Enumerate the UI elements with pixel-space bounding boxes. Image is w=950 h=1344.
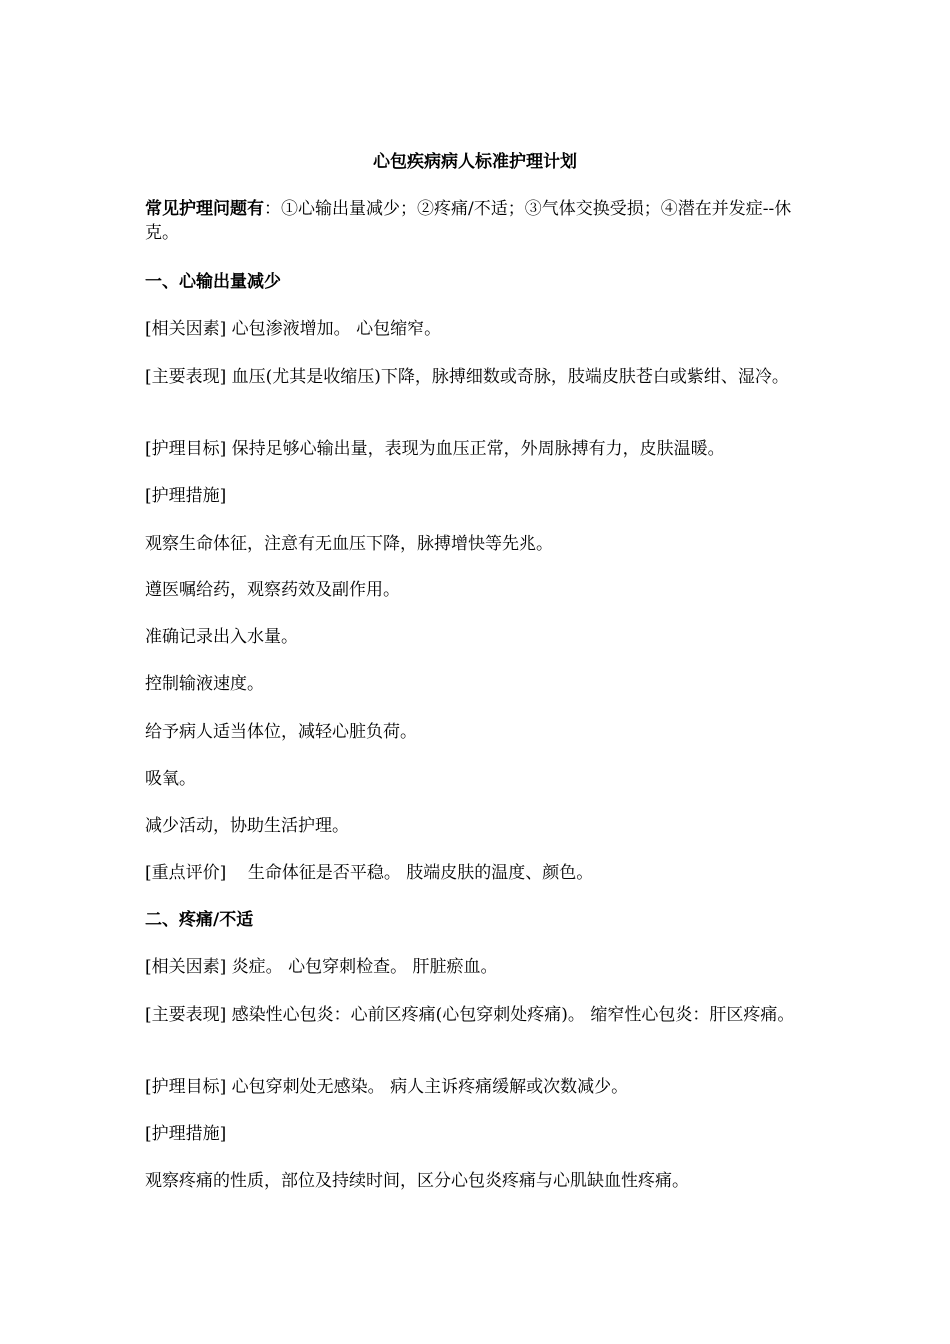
intro-paragraph bbox=[145, 197, 810, 245]
section-1-measure: 给予病人适当体位，减轻心脏负荷。 bbox=[145, 722, 417, 742]
section-1-related-factors: [相关因素] 心包渗液增加。 心包缩窄。 bbox=[145, 319, 442, 339]
section-1-evaluation: [重点评价] 生命体征是否平稳。 肢端皮肤的温度、颜色。 bbox=[145, 863, 594, 883]
section-2-measures-label: [护理措施] bbox=[145, 1124, 227, 1144]
section-1-heading: 一、心输出量减少 bbox=[145, 272, 281, 292]
section-1-measure: 遵医嘱给药，观察药效及副作用。 bbox=[145, 580, 400, 600]
section-1-measures-label: [护理措施] bbox=[145, 486, 227, 506]
section-1-manifestation: [主要表现] 血压(尤其是收缩压)下降，脉搏细数或奇脉，肢端皮肤苍白或紫绀、湿冷。 bbox=[145, 367, 789, 387]
intro-text: ：①心输出量减少；②疼痛/不适；③气体交换受损；④潜在并发症--休克。 bbox=[145, 199, 792, 243]
section-2-related-factors: [相关因素] 炎症。 心包穿刺检查。 肝脏瘀血。 bbox=[145, 957, 498, 977]
section-1-measure: 观察生命体征，注意有无血压下降，脉搏增快等先兆。 bbox=[145, 534, 553, 554]
document-title: 心包疾病病人标准护理计划 bbox=[373, 152, 577, 172]
intro-label: 常见护理问题有 bbox=[145, 199, 264, 219]
section-2-manifestation: [主要表现] 感染性心包炎：心前区疼痛(心包穿刺处疼痛)。 缩窄性心包炎：肝区疼痛。 bbox=[145, 1005, 795, 1025]
section-2-measure: 观察疼痛的性质，部位及持续时间，区分心包炎疼痛与心肌缺血性疼痛。 bbox=[145, 1171, 689, 1191]
section-1-measure: 准确记录出入水量。 bbox=[145, 627, 298, 647]
section-1-measure: 吸氧。 bbox=[145, 769, 196, 789]
section-1-measure: 控制输液速度。 bbox=[145, 674, 264, 694]
section-1-measure: 减少活动，协助生活护理。 bbox=[145, 816, 349, 836]
section-2-goal: [护理目标] 心包穿刺处无感染。 病人主诉疼痛缓解或次数减少。 bbox=[145, 1077, 629, 1097]
section-1-goal: [护理目标] 保持足够心输出量，表现为血压正常，外周脉搏有力，皮肤温暖。 bbox=[145, 439, 725, 459]
section-2-heading: 二、疼痛/不适 bbox=[145, 910, 254, 930]
